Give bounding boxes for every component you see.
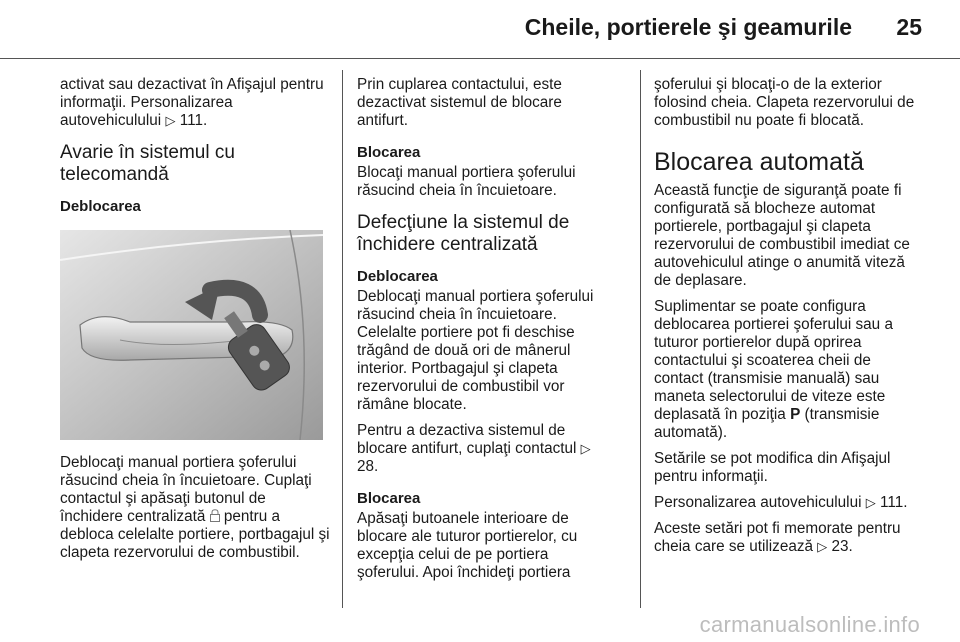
paragraph: Aceste setări pot fi memorate pentru cheia care se utilizează ▷ 23. [654, 520, 901, 555]
paragraph: Suplimentar se poate configura deblocarea portierei şoferului sau a tuturor portierelor după oprirea contactului şi scoaterea cheii de contact (transmisie manuală) sau maneta selectorului de viteze este deplasată în poziţia P (transmisie automată). [654, 298, 893, 441]
column-3 [654, 76, 924, 564]
paragraph: Prin cuplarea contactului, este dezactivat sistemul de blocare antifurt. [357, 76, 562, 129]
column-divider-2 [640, 70, 641, 608]
watermark: carmanualsonline.info [699, 612, 920, 637]
page-title: Cheile, portierele şi geamurile [524, 14, 852, 40]
page-number: 25 [896, 14, 922, 40]
paragraph: Deblocaţi manual portiera şoferului răsucind cheia în încuietoare. Cuplaţi contactul şi apăsaţi butonul de închidere centralizată pentru a debloca celelalte portiere, portbagajul şi clapeta rezervorului de combustibil. [60, 454, 330, 561]
page-header [0, 0, 960, 58]
reference-arrow-icon: ▷ [165, 113, 176, 128]
column-2 [357, 76, 613, 590]
paragraph: Personalizarea autovehiculului ▷ 111. [654, 494, 908, 511]
paragraph: şoferului şi blocaţi-o de la exterior folosind cheia. Clapeta rezervorului de combustibil nu poate fi blocată. [654, 76, 915, 129]
section-title: Avarie în sistemul cu telecomandă [60, 142, 235, 185]
reference-arrow-icon: ▷ [865, 495, 876, 510]
paragraph: activat sau dezactivat în Afişajul pentru informaţii. Personalizarea autovehiculului ▷ 111. [60, 76, 324, 129]
illustration-key-in-door-lock [60, 230, 323, 440]
section-title: Defecţiune la sistemul de închidere centralizată [357, 212, 570, 255]
paragraph: Pentru a dezactiva sistemul de blocare antifurt, cuplaţi contactul ▷ 28. [357, 422, 591, 475]
reference-arrow-icon: ▷ [580, 441, 591, 456]
column-1 [60, 76, 330, 570]
paragraph: Această funcţie de siguranţă poate fi configurată să blocheze automat portierele, portbagajul şi clapeta rezervorului de combustibil imediat ce autovehiculul atinge o anumită viteză de deplasare. [654, 182, 910, 289]
subsection-title: Blocarea [357, 144, 421, 161]
reference-arrow-icon: ▷ [817, 539, 828, 554]
subsection-title: Deblocarea [357, 268, 438, 285]
column-divider-1 [342, 70, 343, 608]
subsection-title: Blocarea [357, 490, 421, 507]
paragraph: Blocaţi manual portiera şoferului răsucind cheia în încuietoare. [357, 164, 576, 199]
lock-icon [210, 509, 220, 521]
subsection-title: Deblocarea [60, 198, 141, 215]
section-title: Blocarea automată [654, 148, 864, 176]
paragraph: Apăsaţi butoanele interioare de blocare ale tuturor portierelor, cu excepţia celui de pe portiera şoferului. Apoi închideţi portiera [357, 510, 578, 581]
paragraph: Setările se pot modifica din Afişajul pentru informaţii. [654, 450, 891, 485]
header-divider [0, 58, 960, 59]
paragraph: Deblocaţi manual portiera şoferului răsucind cheia în încuietoare. Celelalte portiere pot fi deschise trăgând de două ori de mânerul interior. Portbagajul şi clapeta rezervorului de combustibil vor rămâne blocate. [357, 288, 594, 413]
door-handle-illustration [60, 230, 323, 440]
